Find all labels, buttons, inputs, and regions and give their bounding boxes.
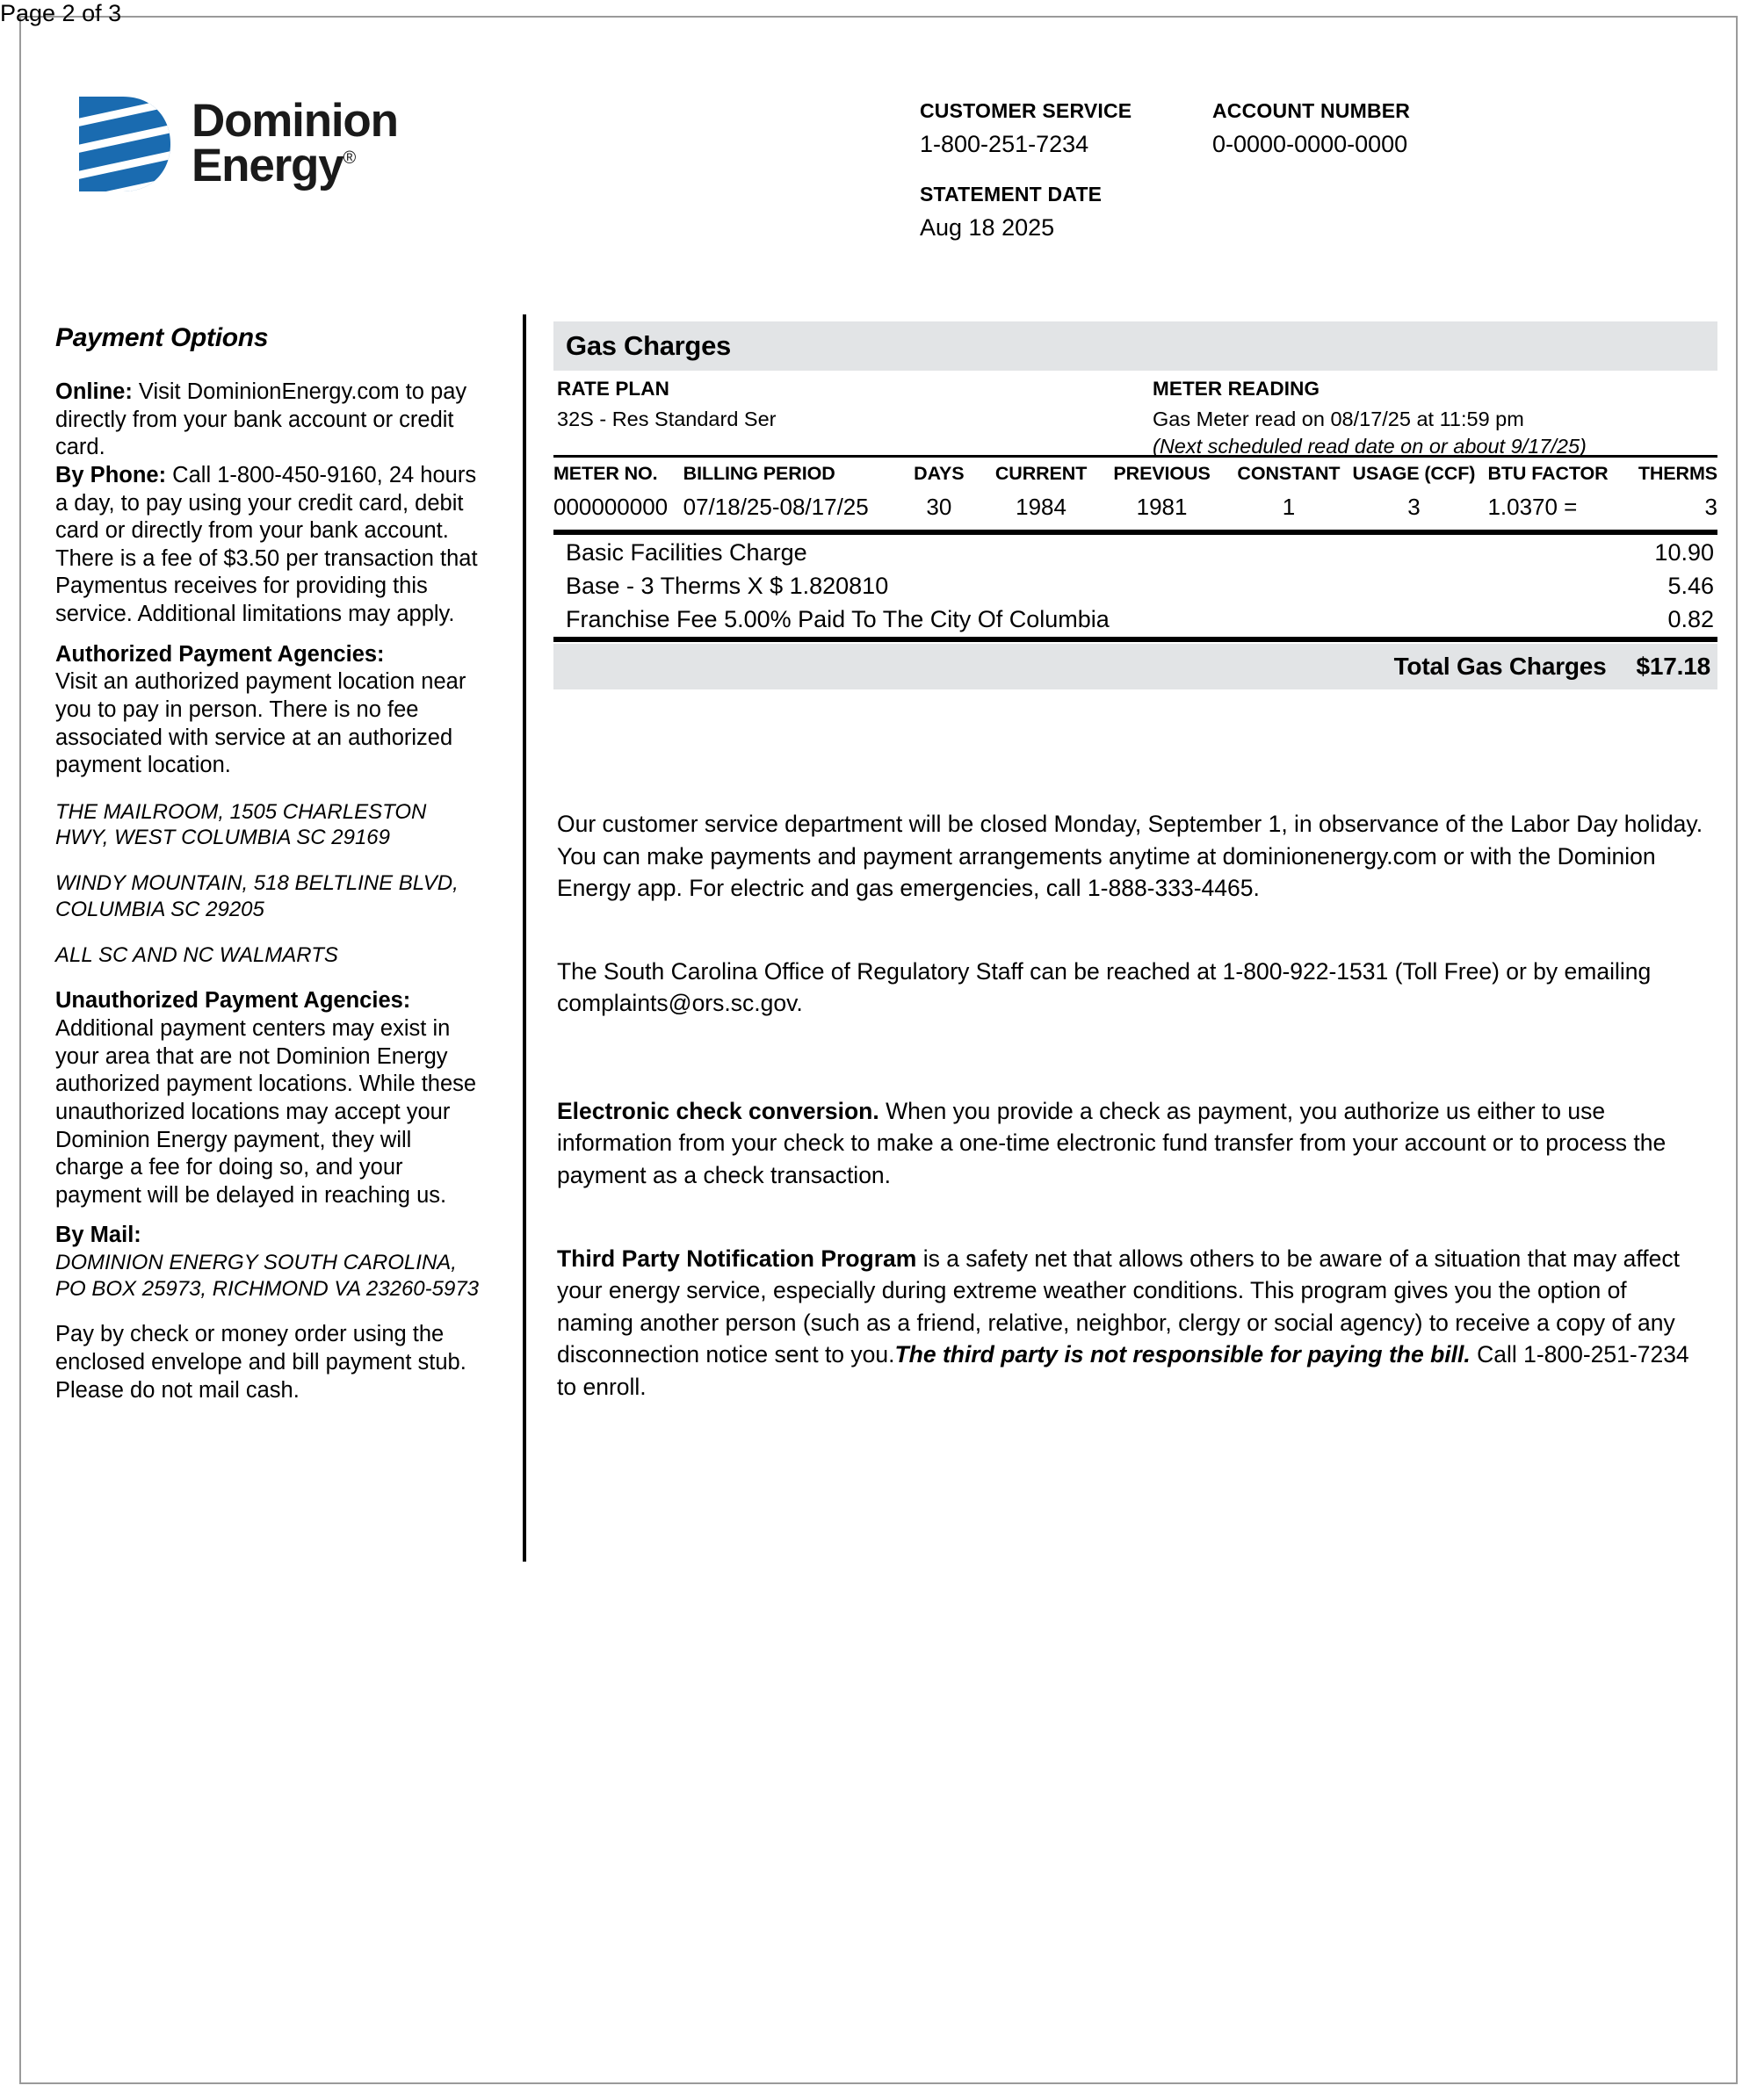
td-constant: 1 <box>1282 494 1296 520</box>
notices-section <box>557 808 1708 1403</box>
table-header-row <box>553 463 1717 490</box>
account-number-block <box>1212 99 1410 158</box>
td-days: 30 <box>926 494 952 520</box>
meter-reading-value: Gas Meter read on 08/17/25 at 11:59 pm <box>1153 408 1524 430</box>
logo-line-2: Energy <box>192 140 343 191</box>
echeck-label: Electronic check conversion. <box>557 1097 879 1124</box>
meter-reading-label: METER READING <box>1153 378 1320 400</box>
charge-amount: 0.82 <box>1667 606 1714 632</box>
mail-address: DOMINION ENERGY SOUTH CAROLINA, PO BOX 25973, RICHMOND VA 23260-5973 <box>55 1250 480 1301</box>
th-usage-ccf: USAGE (CCF) <box>1352 463 1476 484</box>
td-previous: 1981 <box>1136 494 1188 520</box>
unauthorized-agencies-label: Unauthorized Payment Agencies: <box>55 988 411 1014</box>
th-previous: PREVIOUS <box>1113 463 1211 484</box>
unauthorized-agencies-paragraph <box>55 987 481 1209</box>
regulatory-staff-notice: The South Carolina Office of Regulatory Staff can be reached at 1-800-922-1531 (Toll Free) or by emailing complaints@ors.sc.gov. <box>557 957 1652 1017</box>
payment-options-sidebar <box>55 321 481 1404</box>
agency-address-3: ALL SC AND NC WALMARTS <box>55 942 338 967</box>
gas-charges-box <box>553 321 1717 689</box>
rate-plan-meter-reading-row <box>553 378 1717 458</box>
charge-line-item <box>553 570 1717 603</box>
th-meter-no: METER NO. <box>553 463 658 484</box>
th-current: CURRENT <box>994 463 1088 484</box>
td-billing-period: 07/18/25-08/17/25 <box>683 494 869 520</box>
authorized-agencies-paragraph <box>55 641 481 780</box>
third-party-text-1: is a safety net that allows others to be aware of a situation that may affect your energy service, especially during extreme weather conditions. This program gives you the option of naming another person (such as a friend, relative, neighbor, clergy or social agency) to receive a copy of any disconnection notice sent to you. <box>557 1245 1680 1368</box>
account-number-value: 0-0000-0000-0000 <box>1212 131 1408 157</box>
charge-amount: 10.90 <box>1654 539 1714 566</box>
total-gas-charges-amount: $17.18 <box>1636 653 1710 680</box>
dominion-logo-wordmark <box>192 95 398 191</box>
total-top-rule <box>553 637 1717 642</box>
echeck-text: When you provide a check as payment, you authorize us either to use information from your check to make a one-time electronic fund transfer from your account or to process the payment as a check transaction. <box>557 1097 1667 1188</box>
td-meter-no: 000000000 <box>553 494 669 520</box>
charge-line-item <box>553 537 1717 570</box>
registered-trademark-icon: ® <box>343 148 356 168</box>
rate-plan-value: 32S - Res Standard Ser <box>557 408 777 430</box>
statement-date-value: Aug 18 2025 <box>920 214 1055 241</box>
dominion-energy-logo <box>77 95 398 193</box>
charge-line-items <box>553 537 1717 637</box>
third-party-emphasis: The third party is not responsible for paying the bill. <box>894 1341 1471 1368</box>
customer-service-block <box>920 99 1132 158</box>
third-party-label: Third Party Notification Program <box>557 1245 917 1272</box>
holiday-notice: Our customer service department will be closed Monday, September 1, in observance of the Labor Day holiday. You can make payments and payment arrangements anytime at dominionenergy.com or with the Dominion Energy app. For electric and gas emergencies, call 1-888-333-4465. <box>557 811 1703 902</box>
by-phone-label: By Phone: <box>55 463 167 488</box>
account-number-label: ACCOUNT NUMBER <box>1212 99 1411 122</box>
by-phone-text: Call 1-800-450-9160, 24 hours a day, to pay using your credit card, debit card or directly from your bank account. There is a fee of $3.50 per transaction that Paymentus receives for providing this service. Additional limitations may apply. <box>55 463 478 627</box>
gas-charges-panel <box>553 321 1717 689</box>
charge-amount: 5.46 <box>1667 573 1714 599</box>
rate-plan-label: RATE PLAN <box>557 378 669 400</box>
charge-description: Franchise Fee 5.00% Paid To The City Of Columbia <box>566 606 1110 632</box>
meter-reading-block <box>1153 378 1587 458</box>
table-row <box>553 490 1717 530</box>
online-text: Visit DominionEnergy.com to pay directly from your bank account or credit card. <box>55 379 467 460</box>
td-therms: 3 <box>1704 494 1717 520</box>
third-party-text-2: Call 1-800-251-7234 to enroll. <box>557 1341 1689 1400</box>
customer-service-phone: 1-800-251-7234 <box>920 131 1089 157</box>
gas-charges-header <box>553 321 1717 371</box>
td-current: 1984 <box>1016 494 1066 520</box>
charge-description: Base - 3 Therms X $ 1.820810 <box>566 573 889 599</box>
statement-date-block <box>920 183 1102 242</box>
electronic-check-conversion-notice <box>557 1095 1708 1192</box>
th-btu-factor: BTU FACTOR <box>1487 463 1609 484</box>
page-header <box>0 0 1757 272</box>
by-mail-label-row <box>55 1222 481 1250</box>
th-billing-period: BILLING PERIOD <box>683 463 835 484</box>
third-party-notification-notice <box>557 1243 1708 1404</box>
customer-service-label: CUSTOMER SERVICE <box>920 99 1132 122</box>
authorized-agencies-label: Authorized Payment Agencies: <box>55 641 385 667</box>
by-mail-label: By Mail: <box>55 1223 141 1248</box>
th-constant: CONSTANT <box>1237 463 1341 484</box>
gas-charges-title: Gas Charges <box>566 330 731 361</box>
total-gas-charges-bar <box>553 644 1717 689</box>
page-indicator: Page 2 of 3 <box>0 0 122 26</box>
dominion-logo-icon <box>77 95 172 193</box>
mail-instructions: Pay by check or money order using the enclosed envelope and bill payment stub. Please do not mail cash. <box>55 1322 466 1403</box>
statement-date-label: STATEMENT DATE <box>920 183 1103 206</box>
column-divider <box>523 314 526 1562</box>
total-gas-charges-label: Total Gas Charges <box>1393 653 1607 680</box>
phone-payment-paragraph <box>55 462 481 629</box>
th-therms: THERMS <box>1638 463 1717 484</box>
agency-address-1: THE MAILROOM, 1505 CHARLESTON HWY, WEST COLUMBIA SC 29169 <box>55 799 427 850</box>
table-bottom-rule <box>553 530 1717 535</box>
td-usage-ccf: 3 <box>1407 494 1421 520</box>
td-btu-factor: 1.0370 = <box>1487 494 1578 520</box>
authorized-agencies-text: Visit an authorized payment location near you to pay in person. There is no fee associated with service at an authorized payment location. <box>55 669 466 778</box>
charge-description: Basic Facilities Charge <box>566 539 807 566</box>
meter-readings-table <box>553 463 1717 530</box>
rate-plan-block <box>557 378 777 431</box>
online-label: Online: <box>55 379 133 405</box>
agency-address-2: WINDY MOUNTAIN, 518 BELTLINE BLVD, COLUMBIA SC 29205 <box>55 871 459 921</box>
charge-line-item <box>553 603 1717 637</box>
unauthorized-agencies-text: Additional payment centers may exist in your area that are not Dominion Energy authorized payment locations. While these unauthorized locations may accept your Dominion Energy payment, they will charge a fee for doing so, and your payment will be delayed in reaching us. <box>55 1016 477 1208</box>
th-days: DAYS <box>914 463 965 484</box>
next-read-date-note: (Next scheduled read date on or about 9/17/25) <box>1153 435 1587 458</box>
logo-line-1: Dominion <box>192 95 398 148</box>
online-payment-paragraph <box>55 379 481 462</box>
payment-options-title: Payment Options <box>55 323 269 352</box>
